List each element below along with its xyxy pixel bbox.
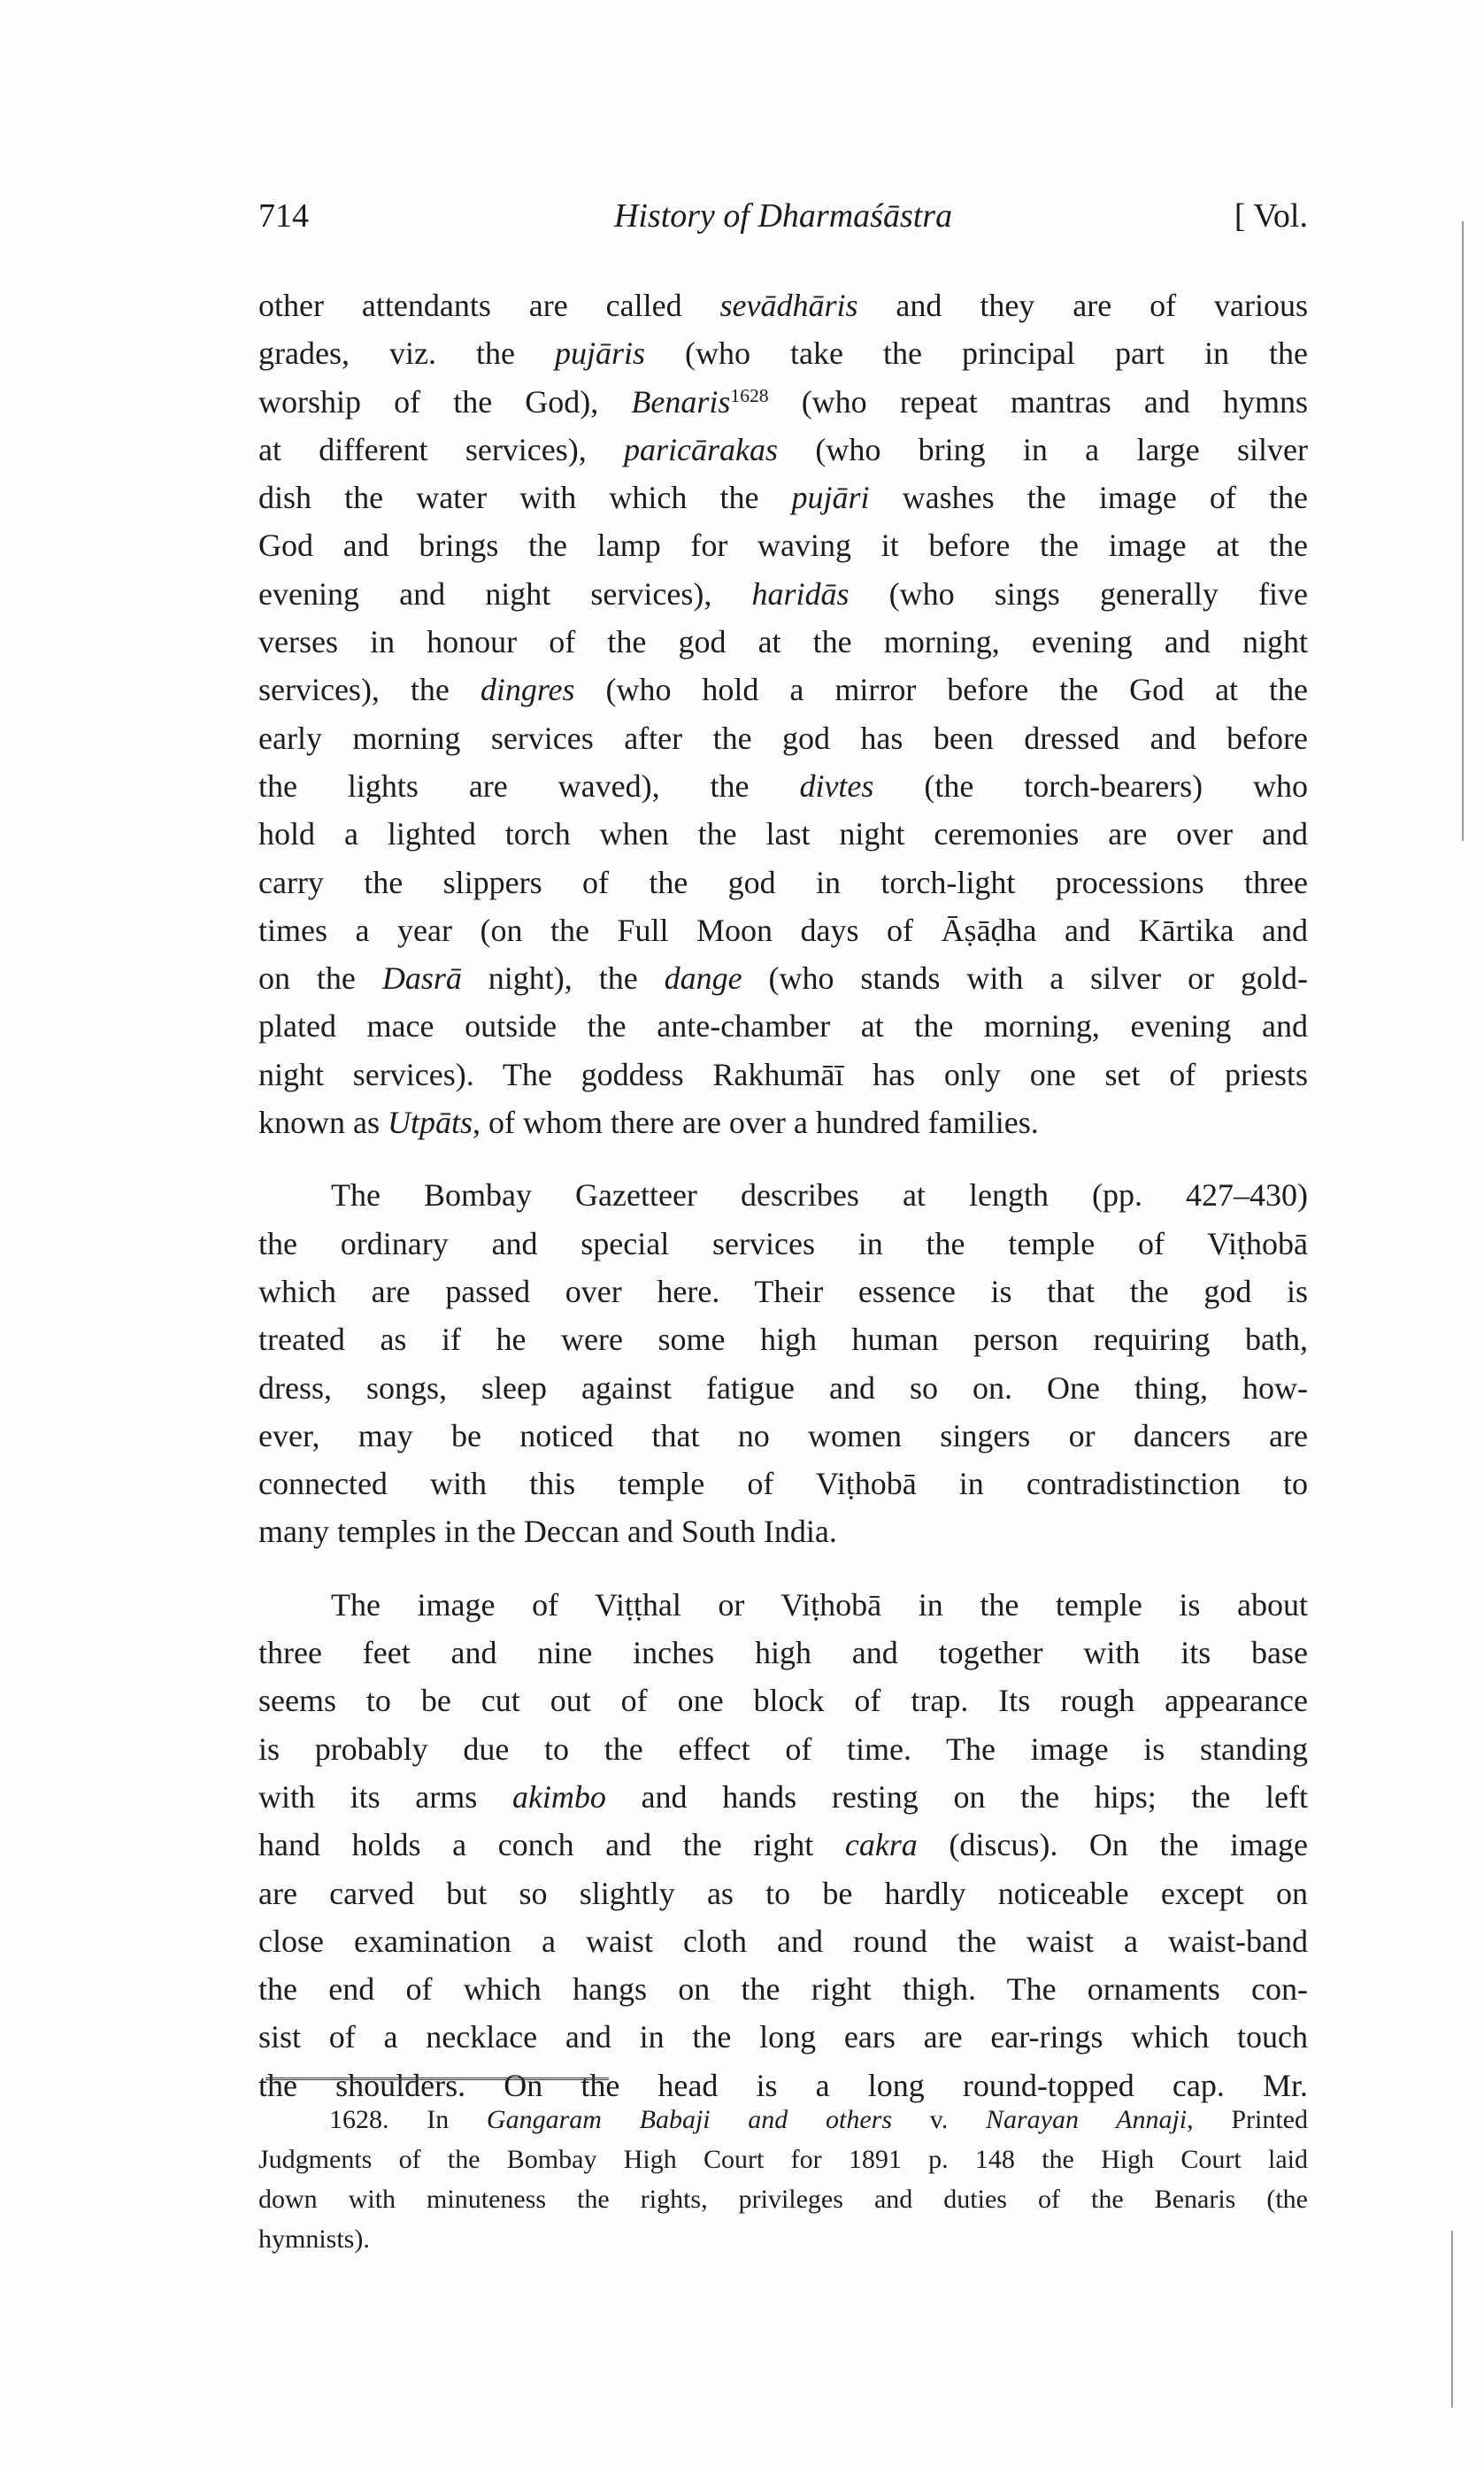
text-line: connected with this temple of Viṭhobā in contradistinction to [258,1466,1308,1502]
text-line: is probably due to the effect of time. The image is standing [258,1731,1308,1767]
text-line: night services). The goddess Rakhumāī has only one set of priests [258,1056,1308,1092]
text-line: early morning services after the god has been dressed and before [258,720,1308,756]
paragraph-3 [258,1581,1308,2109]
page-header [258,197,1308,246]
text-line: known as Utpāts, of whom there are over a hundred families. [258,1105,1039,1141]
text-line: times a year (on the Full Moon days of Āṣāḍha and Kārtika and [258,912,1308,948]
text-line: The image of Viṭṭhal or Viṭhobā in the temple is about [331,1586,1308,1623]
text-line: grades, viz. the pujāris (who take the principal part in the [258,335,1308,372]
footnote-line: Judgments of the Bombay High Court for 1891 p. 148 the High Court laid [258,2145,1308,2174]
footnote-line: 1628. In Gangaram Babaji and others v. Narayan Annaji, Printed [329,2105,1309,2134]
text-line: the ordinary and special services in the temple of Viṭhobā [258,1225,1308,1261]
text-line: on the Dasrā night), the dange (who stands with a silver or gold- [258,960,1308,997]
running-title: History of Dharmaśāstra [613,197,953,235]
scan-edge-mark [1451,2231,1453,2408]
text-line: which are passed over here. Their essence is that the god is [258,1273,1308,1309]
text-line: services), the dingres (who hold a mirror before the God at the [258,672,1308,708]
text-line: the shoulders. On the head is a long round-topped cap. Mr. [258,2067,1308,2103]
paragraph-1 [258,281,1308,1146]
footnote-marker: 1628 [730,384,769,406]
text-line: close examination a waist cloth and round the waist a waist-band [258,1923,1308,1959]
text-line: hold a lighted torch when the last night ceremonies are over and [258,816,1308,852]
footnote-line: down with minuteness the rights, privileges and duties of the Benaris (the [258,2185,1308,2214]
text-line: worship of the God), Benaris$^{1628}$ (who repeat mantras and hymns [258,383,1308,420]
text-line: plated mace outside the ante-chamber at the morning, evening and [258,1008,1308,1045]
footnote-separator [265,2078,609,2080]
footnote-line: hymnists). [258,2224,370,2254]
text-line: dish the water with which the pujāri washes the image of the [258,480,1308,516]
text-line: God and brings the lamp for waving it before the image at the [258,528,1308,564]
text-line: with its arms akimbo and hands resting on the hips; the left [258,1778,1308,1815]
footnote-1628 [258,2100,1308,2259]
volume-mark: [ Vol. [1234,197,1308,235]
text-line: verses in honour of the god at the morning, evening and night [258,624,1308,660]
text-line: ever, may be noticed that no women singers or dancers are [258,1417,1308,1453]
paragraph-2 [258,1171,1308,1555]
text-line: seems to be cut out of one block of trap. Its rough appearance [258,1683,1308,1719]
text-line: hand holds a conch and the right cakra (discus). On the image [258,1827,1308,1863]
text-line: many temples in the Deccan and South India. [258,1514,837,1550]
text-line: sist of a necklace and in the long ears are ear-rings which touch [258,2019,1308,2055]
text-line: dress, songs, sleep against fatigue and so on. One thing, how- [258,1369,1308,1406]
text-line: The Bombay Gazetteer describes at length (pp. 427–430) [331,1177,1308,1214]
text-line: at different services), paricārakas (who bring in a large silver [258,431,1308,467]
text-line: carry the slippers of the god in torch-light processions three [258,864,1308,900]
text-line: the end of which hangs on the right thigh. The ornaments con- [258,1971,1308,2008]
text-line: evening and night services), haridās (who sings generally five [258,575,1308,612]
text-line: treated as if he were some high human person requiring bath, [258,1322,1308,1358]
text-line: are carved but so slightly as to be hardly noticeable except on [258,1875,1308,1911]
main-text [258,281,1308,2109]
text-line: three feet and nine inches high and together with its base [258,1635,1308,1671]
page-number: 714 [258,197,309,235]
scan-edge-mark [1462,221,1464,841]
text-line: the lights are waved), the divtes (the torch-bearers) who [258,767,1308,804]
text-line: other attendants are called sevādhāris and they are of various [258,288,1308,323]
